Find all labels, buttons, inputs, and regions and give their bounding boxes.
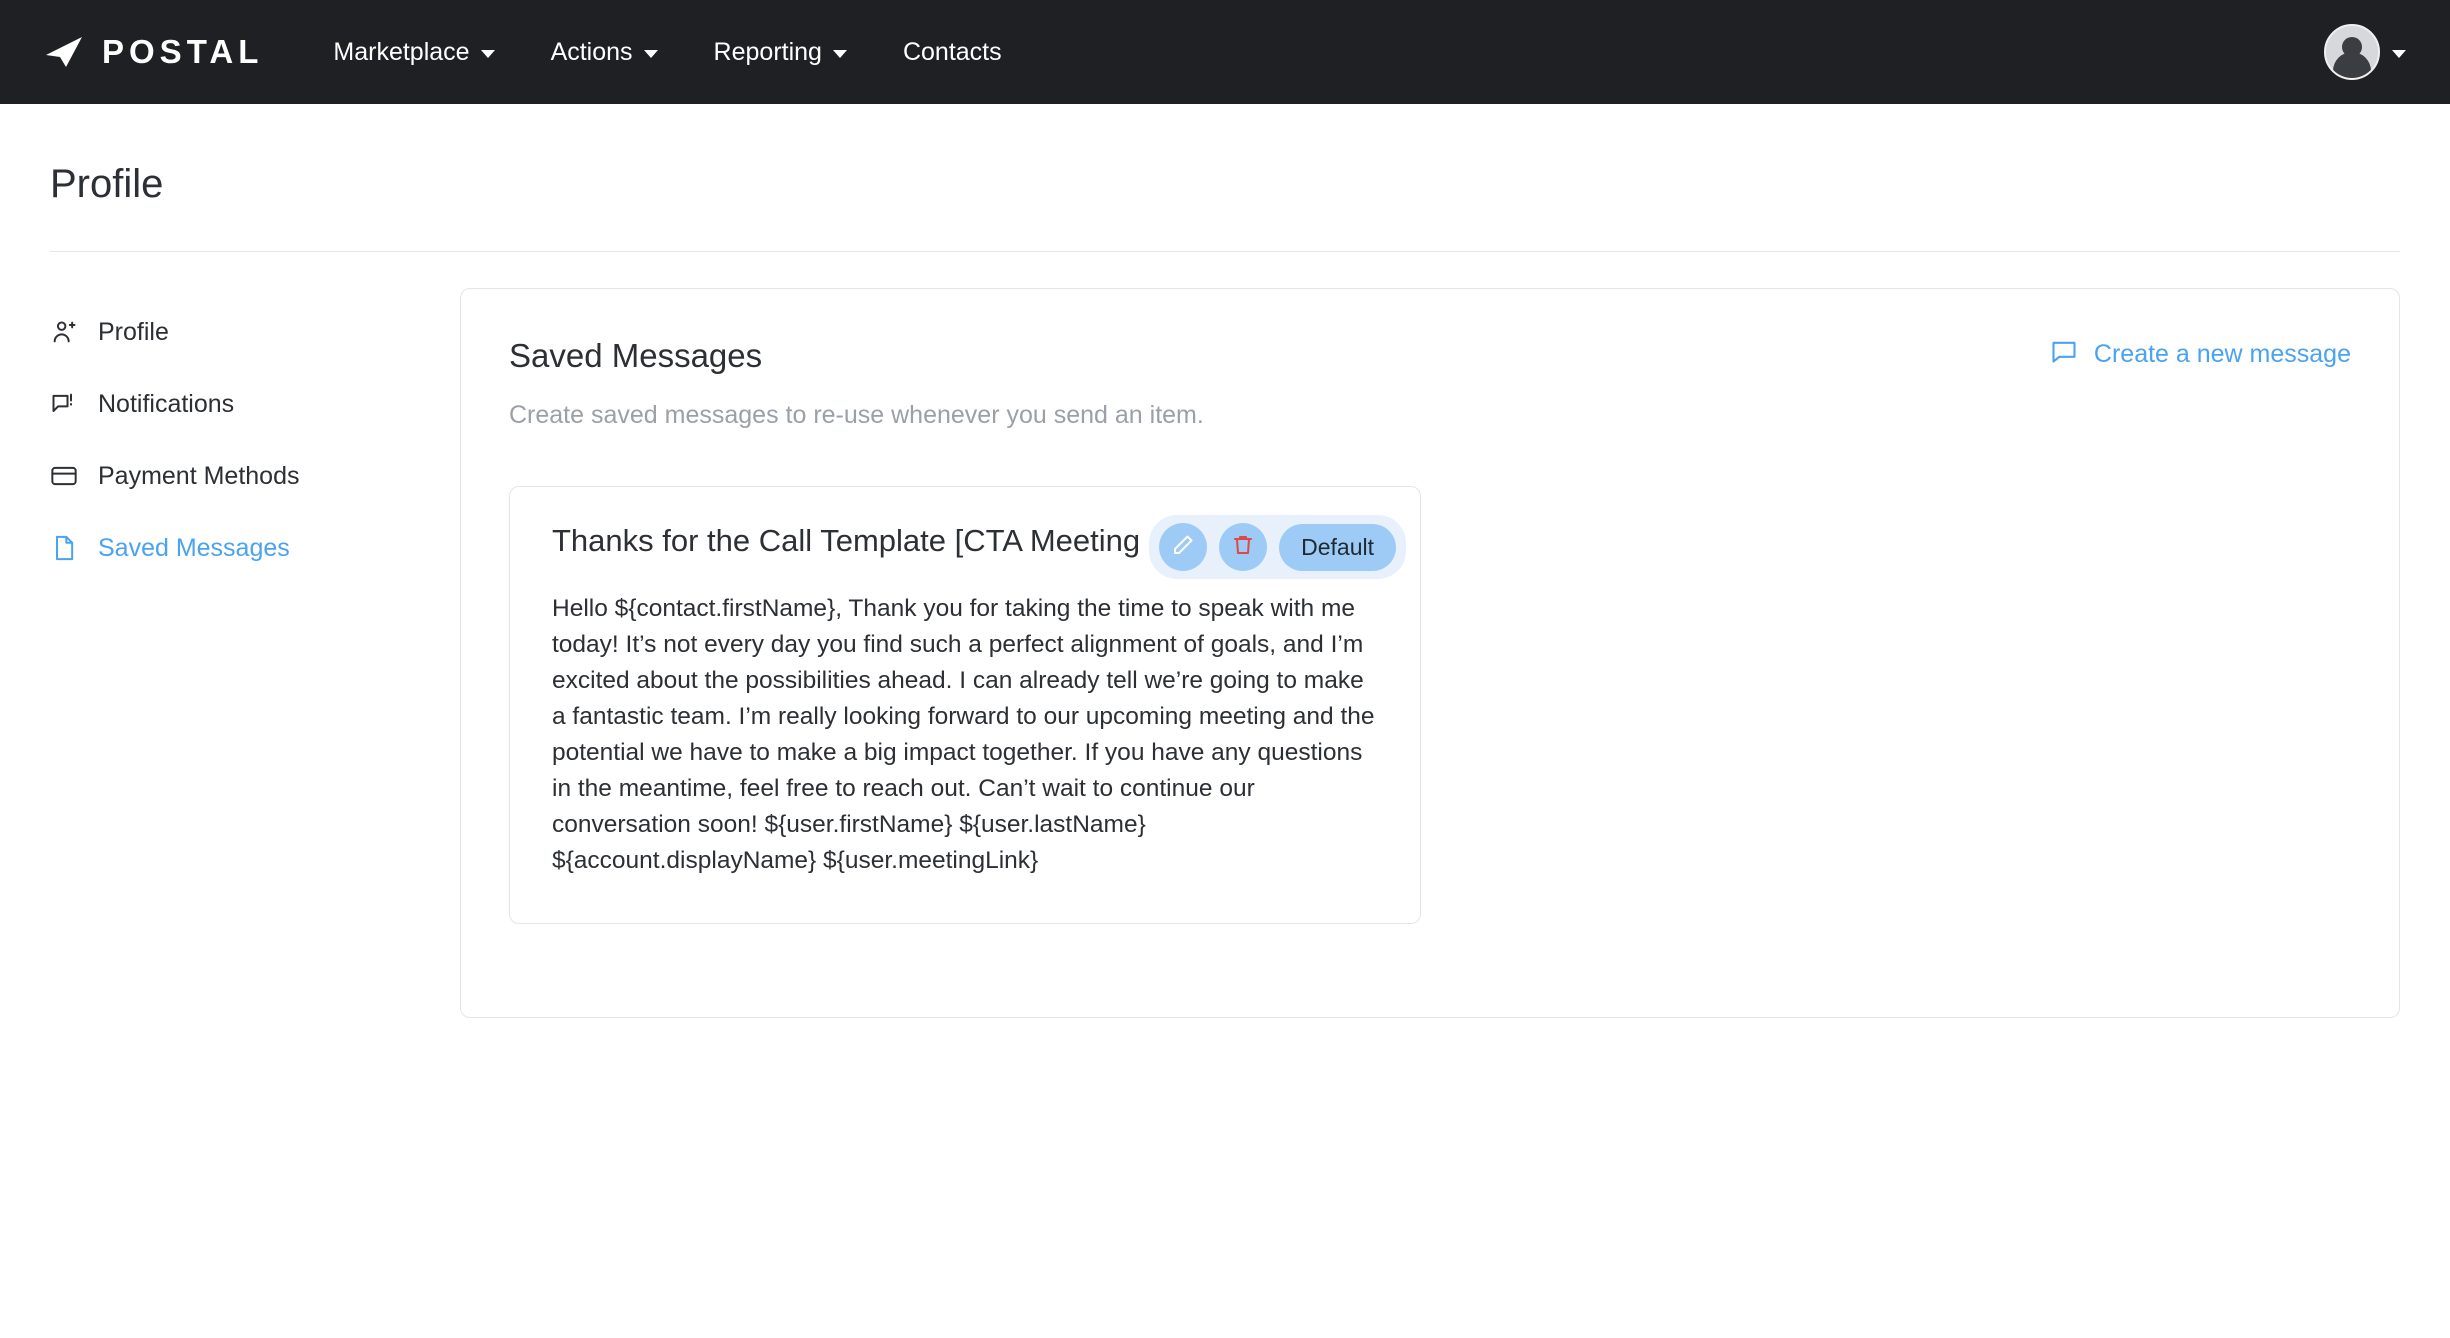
card-subtitle: Create saved messages to re-use whenever you send an item. [509, 401, 1204, 429]
message-icon [2050, 337, 2078, 372]
paper-plane-icon [44, 35, 84, 69]
pencil-icon [1171, 533, 1195, 562]
avatar-body [2333, 52, 2371, 78]
sidebar-item-saved-messages[interactable] [50, 512, 460, 584]
nav-item-label: Marketplace [333, 37, 470, 66]
saved-message-tile[interactable] [509, 486, 1421, 924]
chevron-down-icon [481, 50, 495, 58]
document-icon [50, 534, 78, 562]
saved-message-title: Thanks for the Call Template [CTA Meeting [552, 523, 1141, 558]
nav-item-label: Reporting [713, 37, 822, 66]
account-menu[interactable] [2324, 24, 2406, 80]
nav-item-contacts[interactable] [903, 38, 1002, 67]
nav-item-marketplace[interactable] [333, 38, 494, 67]
page-title: Profile [50, 162, 164, 206]
sidebar-item-label: Payment Methods [98, 461, 300, 490]
saved-messages-card [460, 288, 2400, 1018]
nav-item-label: Contacts [902, 37, 1002, 66]
credit-card-icon [50, 462, 78, 490]
nav-item-actions[interactable] [551, 38, 658, 67]
primary-nav [333, 38, 1001, 67]
page-divider [50, 251, 2400, 252]
nav-item-reporting[interactable] [714, 38, 847, 67]
sidebar-item-payment-methods[interactable] [50, 440, 460, 512]
card-header [509, 337, 2351, 375]
chevron-down-icon [644, 50, 658, 58]
create-new-message-button[interactable] [2050, 337, 2351, 372]
sidebar-item-notifications[interactable] [50, 368, 460, 440]
settings-sidebar [50, 288, 460, 1018]
edit-message-button[interactable] [1159, 523, 1207, 571]
delete-message-button[interactable] [1219, 523, 1267, 571]
chevron-down-icon [833, 50, 847, 58]
page-container [0, 104, 2450, 1018]
create-new-message-label: Create a new message [2093, 340, 2351, 368]
nav-item-label: Actions [550, 37, 633, 66]
saved-message-body: Hello ${contact.firstName}, Thank you for taking the time to speak with me today! It’s not every day you find such a perfect alignment of goals, and I’m excited about the possibilities ahead. I can already tell we’re going to make a fantastic team. I’m really looking forward to our upcoming meeting and the potential we have to make a big impact together. If you have any questions in the meantime, feel free to reach out. Can’t wait to continue our conversation soon! ${user.firstName} ${user.lastName} ${account.displayName} ${user.meetingLink} [552, 595, 1375, 874]
default-badge[interactable]: Default [1279, 524, 1396, 571]
chevron-down-icon [2392, 50, 2406, 58]
brand-logo[interactable] [44, 33, 263, 71]
sidebar-item-label: Notifications [98, 389, 235, 418]
brand-name: POSTAL [102, 33, 264, 70]
sidebar-item-profile[interactable] [50, 296, 460, 368]
avatar[interactable] [2324, 24, 2380, 80]
page-body [50, 288, 2400, 1018]
top-navigation-bar [0, 0, 2450, 104]
saved-message-actions [1149, 515, 1406, 579]
sidebar-item-label: Profile [98, 317, 169, 346]
trash-icon [1231, 533, 1255, 562]
user-icon [50, 318, 78, 346]
card-title: Saved Messages [509, 337, 763, 374]
bell-message-icon [50, 390, 78, 418]
sidebar-item-label: Saved Messages [98, 533, 290, 562]
